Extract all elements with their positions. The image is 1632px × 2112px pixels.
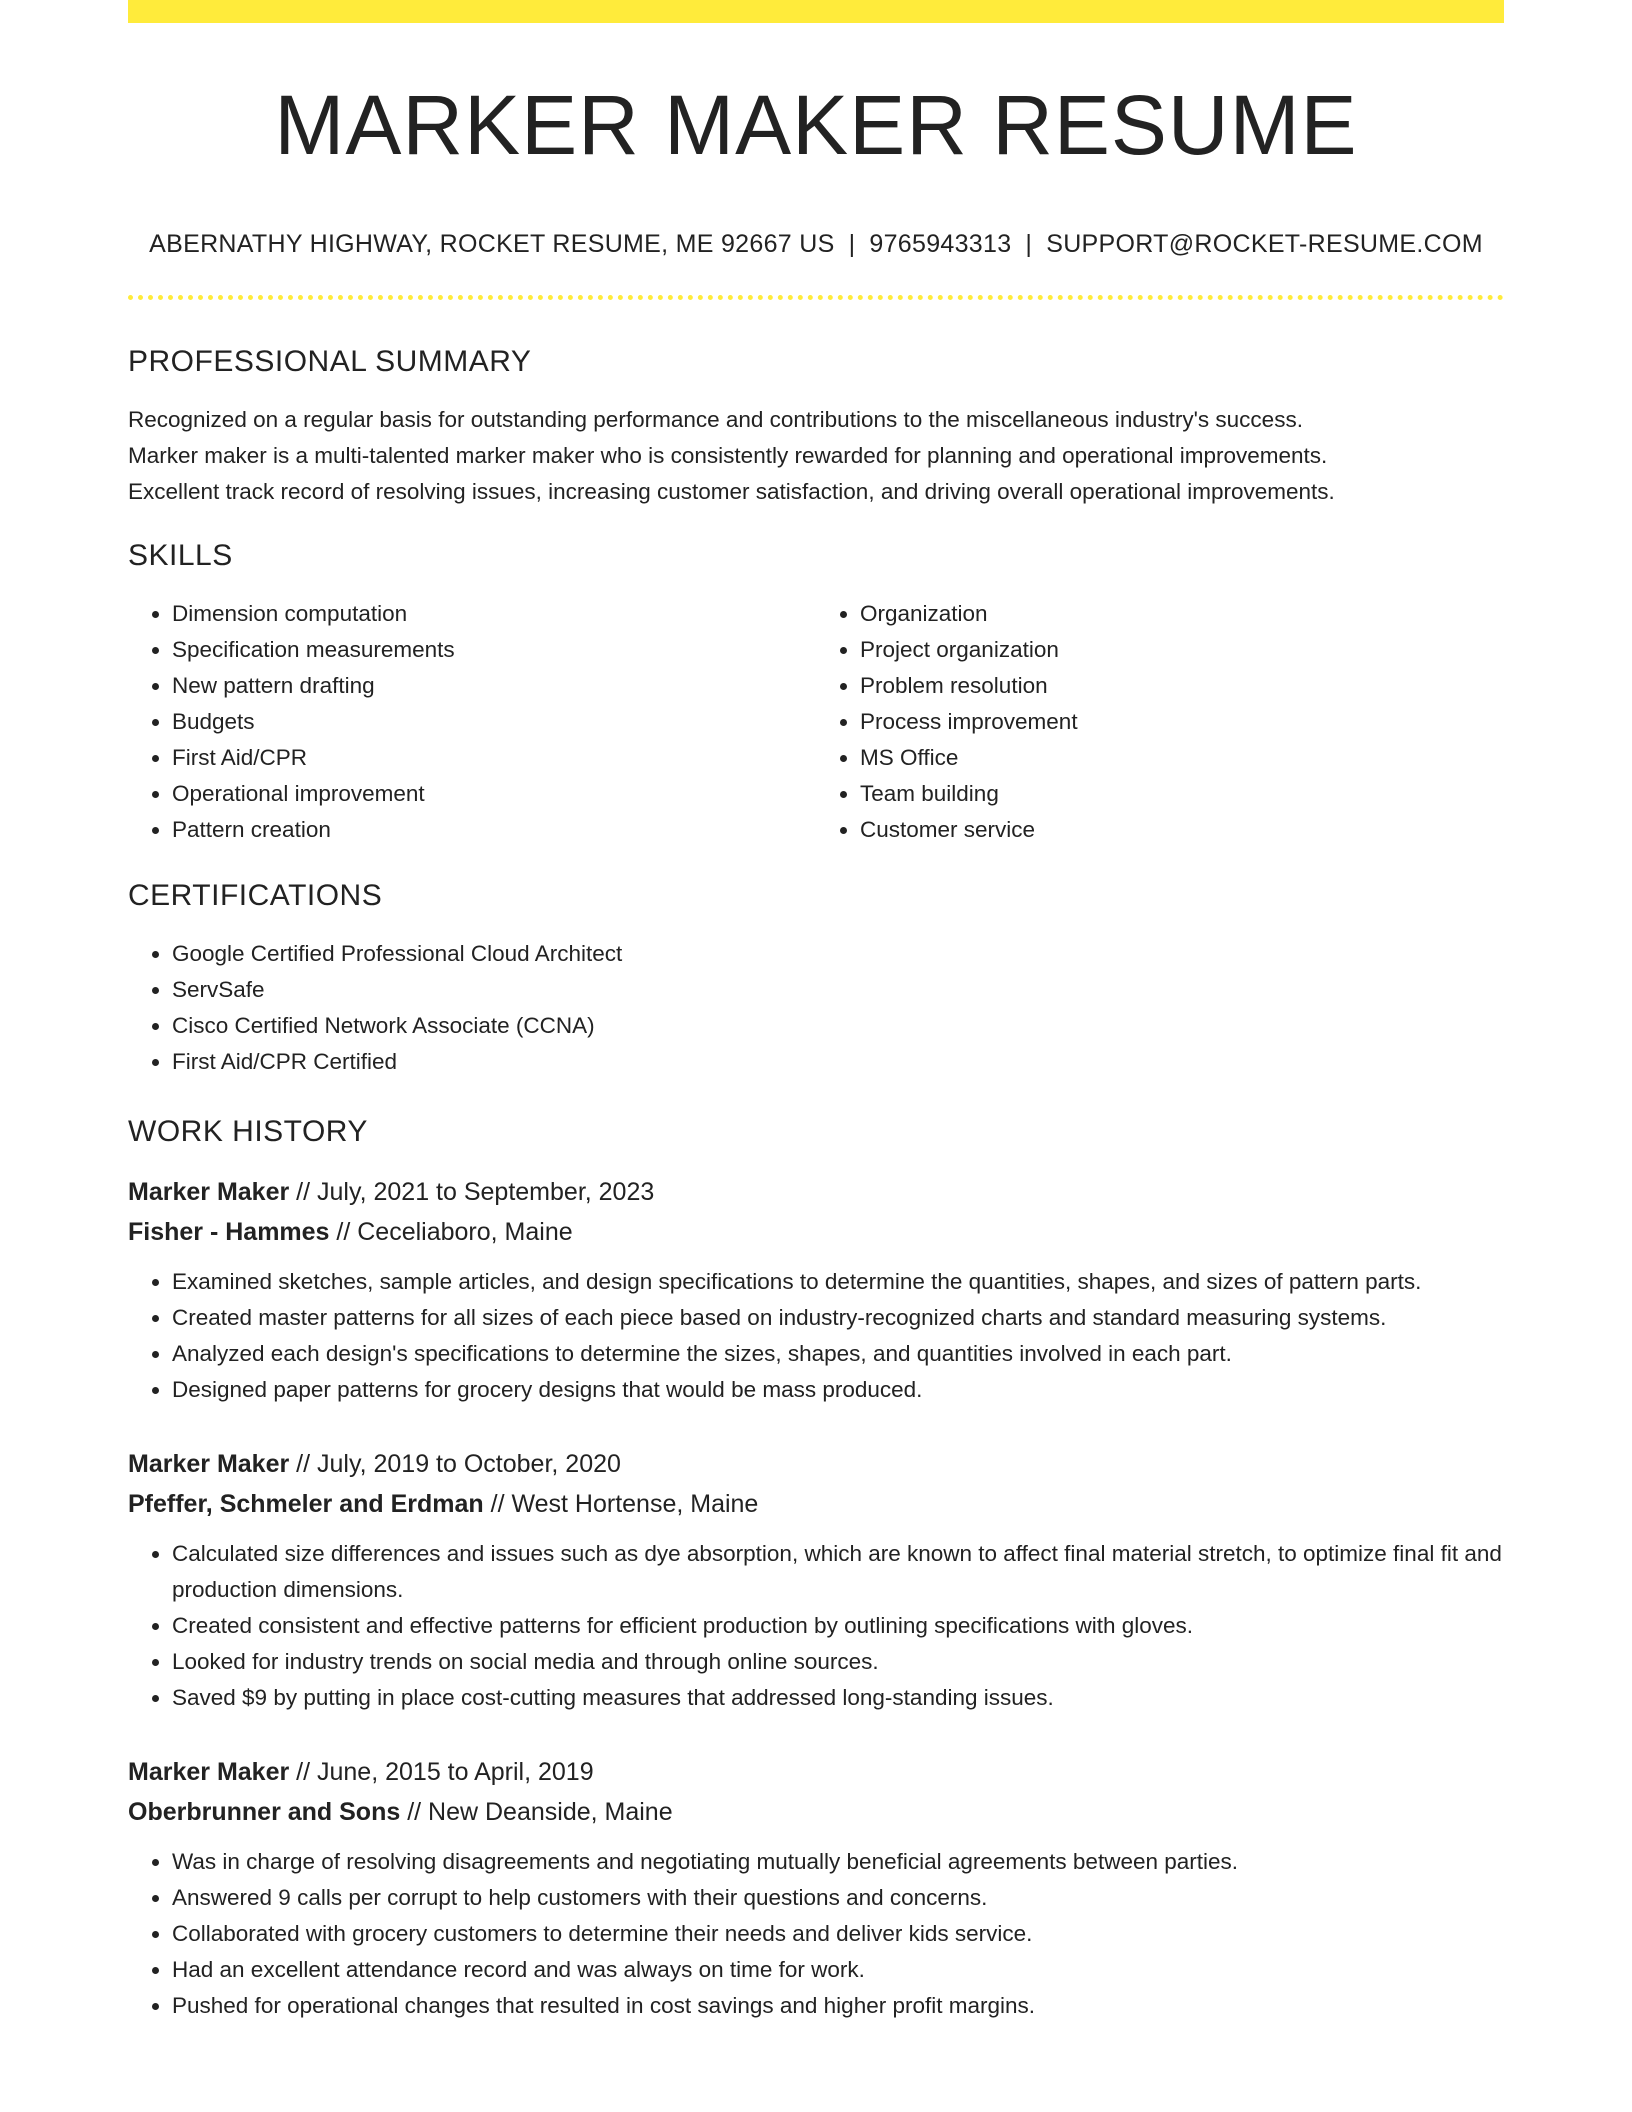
- job-role-line: [128, 1752, 1504, 1792]
- skill-item: • Budgets: [172, 704, 816, 740]
- job-bullet: • Examined sketches, sample articles, and design specifications to determine the quantities, shapes, and sizes of pattern parts.: [172, 1264, 1504, 1300]
- job-bullets: [128, 1264, 1504, 1408]
- job-bullet: • Had an excellent attendance record and was always on time for work.: [172, 1952, 1504, 1988]
- contact-phone: 9765943313: [869, 230, 1012, 258]
- job-company: Fisher - Hammes: [128, 1218, 330, 1246]
- job-role-line: [128, 1172, 1504, 1212]
- summary-line: Recognized on a regular basis for outstanding performance and contributions to the miscellaneous industry's success.: [128, 407, 1303, 432]
- skill-item: • New pattern drafting: [172, 668, 816, 704]
- job-location: // Ceceliaboro, Maine: [329, 1218, 573, 1246]
- job-bullet: • Calculated size differences and issues such as dye absorption, which are known to affect final material stretch, to optimize final fit and production dimensions.: [172, 1536, 1504, 1608]
- summary-heading: PROFESSIONAL SUMMARY: [128, 345, 532, 378]
- job-dates: // June, 2015 to April, 2019: [289, 1758, 594, 1786]
- contact-email: SUPPORT@ROCKET-RESUME.COM: [1046, 230, 1483, 258]
- contact-line: [128, 229, 1504, 259]
- job-bullets: [128, 1536, 1504, 1716]
- job-bullet: • Looked for industry trends on social media and through online sources.: [172, 1644, 1504, 1680]
- dotted-divider: [128, 295, 1504, 300]
- skill-item: • Operational improvement: [172, 776, 816, 812]
- job-company-line: [128, 1212, 1504, 1252]
- job-company-line: [128, 1792, 1504, 1832]
- job-bullet: • Designed paper patterns for grocery designs that would be mass produced.: [172, 1372, 1504, 1408]
- job-bullet: • Was in charge of resolving disagreements and negotiating mutually beneficial agreements between parties.: [172, 1844, 1504, 1880]
- job-role-line: [128, 1444, 1504, 1484]
- skills-columns: [128, 596, 1504, 848]
- job-company: Oberbrunner and Sons: [128, 1798, 401, 1826]
- certification-item: • First Aid/CPR Certified: [172, 1044, 1504, 1080]
- job-entry: [128, 1172, 1504, 1408]
- top-accent-bar: [128, 0, 1504, 23]
- certification-item: • Google Certified Professional Cloud Architect: [172, 936, 1504, 972]
- job-bullet: • Answered 9 calls per corrupt to help customers with their questions and concerns.: [172, 1880, 1504, 1916]
- certification-item: • Cisco Certified Network Associate (CCNA): [172, 1008, 1504, 1044]
- work-history-heading: WORK HISTORY: [128, 1115, 368, 1148]
- contact-separator: |: [848, 230, 856, 258]
- skills-list-right: [816, 596, 1504, 848]
- contact-separator: |: [1025, 230, 1033, 258]
- summary-line: Excellent track record of resolving issues, increasing customer satisfaction, and driving overall operational improvements.: [128, 479, 1335, 504]
- job-entry: [128, 1752, 1504, 2024]
- job-location: // New Deanside, Maine: [400, 1798, 673, 1826]
- skills-list-left: [128, 596, 816, 848]
- job-role: Marker Maker: [128, 1758, 290, 1786]
- job-bullet: • Pushed for operational changes that resulted in cost savings and higher profit margins.: [172, 1988, 1504, 2024]
- skill-item: • Process improvement: [860, 704, 1504, 740]
- skill-item: • Organization: [860, 596, 1504, 632]
- contact-address: ABERNATHY HIGHWAY, ROCKET RESUME, ME 92667 US: [149, 230, 835, 258]
- skill-item: • Pattern creation: [172, 812, 816, 848]
- job-company-line: [128, 1484, 1504, 1524]
- job-bullet: • Created master patterns for all sizes of each piece based on industry-recognized charts and standard measuring systems.: [172, 1300, 1504, 1336]
- skill-item: • Dimension computation: [172, 596, 816, 632]
- job-entry: [128, 1444, 1504, 1716]
- job-dates: // July, 2021 to September, 2023: [289, 1178, 655, 1206]
- job-bullet: • Saved $9 by putting in place cost-cutting measures that addressed long-standing issues.: [172, 1680, 1504, 1716]
- job-bullet: • Created consistent and effective patterns for efficient production by outlining specifications with gloves.: [172, 1608, 1504, 1644]
- job-company: Pfeffer, Schmeler and Erdman: [128, 1490, 484, 1518]
- skills-heading: SKILLS: [128, 539, 233, 572]
- summary-text: [128, 402, 1504, 510]
- skill-item: • Project organization: [860, 632, 1504, 668]
- skill-item: • MS Office: [860, 740, 1504, 776]
- job-role: Marker Maker: [128, 1178, 290, 1206]
- skill-item: • First Aid/CPR: [172, 740, 816, 776]
- resume-page: [128, 0, 1504, 2024]
- job-bullets: [128, 1844, 1504, 2024]
- resume-title: MARKER MAKER RESUME: [274, 78, 1358, 172]
- job-role: Marker Maker: [128, 1450, 290, 1478]
- job-bullet: • Collaborated with grocery customers to determine their needs and deliver kids service.: [172, 1916, 1504, 1952]
- skill-item: • Team building: [860, 776, 1504, 812]
- skill-item: • Customer service: [860, 812, 1504, 848]
- skill-item: • Problem resolution: [860, 668, 1504, 704]
- summary-line: Marker maker is a multi-talented marker maker who is consistently rewarded for planning and operational improvements.: [128, 443, 1328, 468]
- job-dates: // July, 2019 to October, 2020: [289, 1450, 621, 1478]
- certifications-list: [128, 936, 1504, 1080]
- certification-item: • ServSafe: [172, 972, 1504, 1008]
- certifications-heading: CERTIFICATIONS: [128, 879, 383, 912]
- skill-item: • Specification measurements: [172, 632, 816, 668]
- job-bullet: • Analyzed each design's specifications to determine the sizes, shapes, and quantities involved in each part.: [172, 1336, 1504, 1372]
- job-location: // West Hortense, Maine: [483, 1490, 759, 1518]
